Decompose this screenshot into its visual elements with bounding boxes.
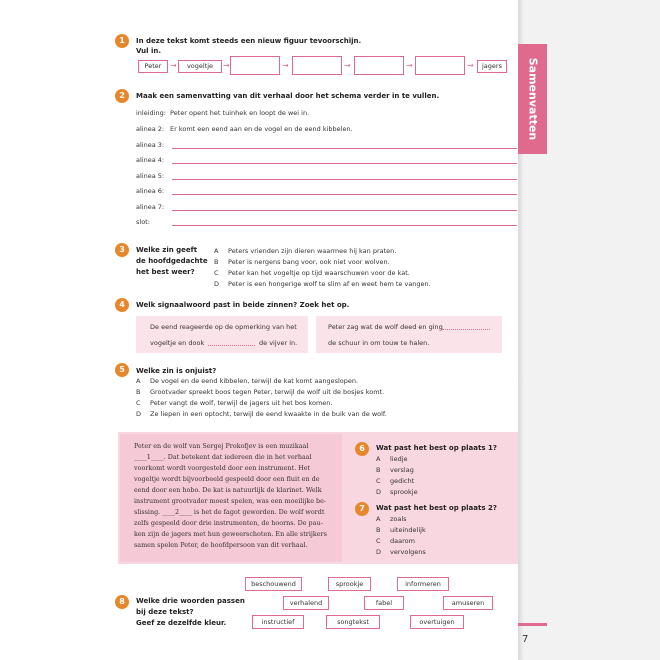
q7-option-a[interactable] xyxy=(376,515,407,523)
question-number-1: 1 xyxy=(115,34,129,48)
chain-arrow-icon: → xyxy=(344,61,351,70)
question-number-7: 7 xyxy=(355,502,369,516)
word-box-amuseren[interactable]: amuseren xyxy=(443,596,493,610)
q2-prompt: Maak een samenvatting van dit verhaal door het schema verder in te vullen. xyxy=(136,92,440,100)
option-letter: C xyxy=(214,269,219,277)
summary-label-alinea2: alinea 2: xyxy=(136,125,165,133)
summary-label-slot: slot: xyxy=(136,218,150,226)
q4-left-blank[interactable] xyxy=(208,345,255,346)
option-letter: A xyxy=(136,377,141,385)
chain-arrow-icon: → xyxy=(406,61,413,70)
option-text: sprookje xyxy=(390,488,418,496)
story-line-10: samen spelen Peter, de hoofdpersoon van dit verhaal. xyxy=(134,541,308,549)
q3-option-d[interactable] xyxy=(214,280,431,288)
q6-option-c[interactable] xyxy=(376,477,414,485)
chain-arrow-icon: → xyxy=(467,61,474,70)
answer-line-alinea6[interactable] xyxy=(172,194,517,195)
chain-box-5[interactable] xyxy=(354,56,404,75)
q5-option-c[interactable] xyxy=(136,399,332,407)
page-number: 7 xyxy=(522,634,529,645)
q6-option-b[interactable] xyxy=(376,466,414,474)
option-letter: C xyxy=(376,537,381,545)
section-tab xyxy=(518,44,547,154)
option-text: verslag xyxy=(390,466,414,474)
chain-arrow-icon: → xyxy=(282,61,289,70)
story-line-7: slissing. ____2____ is het de fagot geworden. De wolf wordt xyxy=(134,508,325,516)
option-text: De vogel en de eend kibbelen, terwijl de kat komt aangeslopen. xyxy=(150,377,359,385)
summary-label-alinea5: alinea 5: xyxy=(136,172,165,180)
q4-left-line1: De eend reageerde op de opmerking van het xyxy=(150,323,297,331)
option-text: Peter is een hongerige wolf te slim af en weet hem te vangen. xyxy=(228,280,431,288)
q7-option-c[interactable] xyxy=(376,537,415,545)
story-line-9: ken zijn de jagers met hun geweerschoten. En alle strijkers xyxy=(134,530,327,538)
q3-prompt-line2: de hoofdgedachte xyxy=(136,257,208,265)
story-line-2: ____1____. Dat betekent dat iedereen die in het verhaal xyxy=(134,453,312,461)
option-letter: D xyxy=(214,280,220,288)
option-text: Peter kan het vogeltje op tijd waarschuwen voor de kat. xyxy=(228,269,410,277)
question-number-6: 6 xyxy=(355,442,369,456)
option-text: daarom xyxy=(390,537,415,545)
section-tab-label: Samenvatten xyxy=(526,57,539,141)
option-text: gedicht xyxy=(390,477,415,485)
story-line-1: Peter en de wolf van Sergej Prokofjev is een muzikaal xyxy=(134,442,309,450)
option-letter: B xyxy=(376,526,381,534)
question-number-2: 2 xyxy=(115,89,129,103)
question-number-4: 4 xyxy=(115,298,129,312)
q1-prompt-line1: In deze tekst komt steeds een nieuw figuur tevoorschijn. xyxy=(136,37,362,45)
chain-arrow-icon: → xyxy=(170,61,177,70)
option-text: Peter is nergens bang voor, ook niet voor wolven. xyxy=(228,258,390,266)
q4-right-sentence-box xyxy=(316,316,502,353)
option-letter: C xyxy=(136,399,141,407)
chain-box-7: jagers xyxy=(477,60,507,73)
option-text: uiteindelijk xyxy=(390,526,426,534)
option-text: Peter vangt de wolf, terwijl de jagers uit het bos komen. xyxy=(150,399,333,407)
summary-label-alinea6: alinea 6: xyxy=(136,187,165,195)
story-line-4: vogeltje wordt bijvoorbeeld gespeeld door een fluit en de xyxy=(134,475,320,483)
q7-prompt: Wat past het best op plaats 2? xyxy=(376,504,497,512)
story-line-3: voorkomt wordt voorgesteld door een instrument. Het xyxy=(134,464,311,472)
q6-option-d[interactable] xyxy=(376,488,418,496)
q5-prompt: Welke zin is onjuist? xyxy=(136,367,217,375)
answer-line-alinea3[interactable] xyxy=(172,148,517,149)
chain-box-2: vogeltje xyxy=(178,60,222,73)
word-box-fabel[interactable]: fabel xyxy=(364,596,404,610)
q4-right-line1: Peter zag wat de wolf deed en ging xyxy=(328,323,443,331)
option-letter: D xyxy=(136,410,142,418)
q6-prompt: Wat past het best op plaats 1? xyxy=(376,444,497,452)
q1-prompt-line2: Vul in. xyxy=(136,47,162,55)
q5-option-b[interactable] xyxy=(136,388,384,396)
q8-prompt-line1: Welke drie woorden passen xyxy=(136,597,245,605)
story-line-8: zelfs gespeeld door drie instrumenten, de hoorns. De pau- xyxy=(134,519,323,527)
option-text: vervolgens xyxy=(390,548,426,556)
option-letter: A xyxy=(214,247,219,255)
q3-prompt-line1: Welke zin geeft xyxy=(136,246,198,254)
option-letter: A xyxy=(376,515,381,523)
q8-prompt-line3: Geef ze dezelfde kleur. xyxy=(136,619,227,627)
q5-option-d[interactable] xyxy=(136,410,387,418)
word-box-sprookje[interactable]: sprookje xyxy=(328,577,371,591)
option-letter: D xyxy=(376,488,382,496)
word-box-instructief[interactable]: instructief xyxy=(252,615,304,629)
option-text: Ze liepen in een optocht, terwijl de eend kwaakte in de buik van de wolf. xyxy=(150,410,387,418)
summary-text-alinea2: Er komt een eend aan en de vogel en de eend kibbelen. xyxy=(170,125,353,133)
chain-box-3[interactable] xyxy=(230,56,280,75)
q3-option-a[interactable] xyxy=(214,247,396,255)
option-text: Peters vrienden zijn dieren waarmee hij kan praten. xyxy=(228,247,397,255)
option-letter: D xyxy=(376,548,382,556)
q8-prompt-line2: bij deze tekst? xyxy=(136,608,194,616)
q4-left-line2b: de vijver in. xyxy=(259,339,298,347)
answer-line-alinea4[interactable] xyxy=(172,163,517,164)
page-number-rule xyxy=(518,623,547,626)
summary-label-inleiding: inleiding: xyxy=(136,109,166,117)
option-letter: A xyxy=(376,455,381,463)
question-number-5: 5 xyxy=(115,363,129,377)
q4-prompt: Welk signaalwoord past in beide zinnen? Zoek het op. xyxy=(136,301,350,309)
answer-line-alinea5[interactable] xyxy=(172,179,517,180)
story-line-5: eend door een hobo. De kat is natuurlijk de klarinet. Welk xyxy=(134,486,322,494)
answer-line-alinea7[interactable] xyxy=(172,210,517,211)
question-number-3: 3 xyxy=(115,243,129,257)
option-text: Grootvader spreekt boos tegen Peter, terwijl de wolf uit de bosjes komt. xyxy=(150,388,385,396)
chain-box-1: Peter xyxy=(138,60,168,73)
word-box-verhalend[interactable]: verhalend xyxy=(283,596,329,610)
summary-label-alinea3: alinea 3: xyxy=(136,141,165,149)
answer-line-slot[interactable] xyxy=(172,225,517,226)
q3-option-b[interactable] xyxy=(214,258,390,266)
question-number-8: 8 xyxy=(115,595,129,609)
word-box-beschouwend[interactable]: beschouwend xyxy=(245,577,302,591)
q4-left-sentence-box xyxy=(136,316,308,353)
summary-text-inleiding: Peter opent het tuinhek en loopt de wei in. xyxy=(170,109,310,117)
chain-arrow-icon: → xyxy=(223,61,230,70)
summary-label-alinea4: alinea 4: xyxy=(136,156,165,164)
chain-box-6[interactable] xyxy=(415,56,465,75)
q4-left-line2a: vogeltje en dook xyxy=(150,339,205,347)
option-letter: B xyxy=(136,388,141,396)
q3-option-c[interactable] xyxy=(214,269,410,277)
q3-prompt-line3: het best weer? xyxy=(136,268,195,276)
word-box-overtuigen[interactable]: overtuigen xyxy=(410,615,464,629)
q7-option-d[interactable] xyxy=(376,548,426,556)
summary-label-alinea7: alinea 7: xyxy=(136,203,165,211)
q5-option-a[interactable] xyxy=(136,377,358,385)
story-line-6: instrument grootvader moest spelen, was een moeilijke be- xyxy=(134,497,327,505)
word-box-songtekst[interactable]: songtekst xyxy=(326,615,380,629)
option-text: zoals xyxy=(390,515,407,523)
q4-right-blank[interactable] xyxy=(442,329,490,330)
q7-option-b[interactable] xyxy=(376,526,426,534)
option-text: liedje xyxy=(390,455,408,463)
q4-right-line2: de schuur in om touw te halen. xyxy=(328,339,430,347)
option-letter: C xyxy=(376,477,381,485)
option-letter: B xyxy=(214,258,219,266)
q6-option-a[interactable] xyxy=(376,455,408,463)
chain-box-4[interactable] xyxy=(292,56,342,75)
word-box-informeren[interactable]: informeren xyxy=(397,577,449,591)
option-letter: B xyxy=(376,466,381,474)
